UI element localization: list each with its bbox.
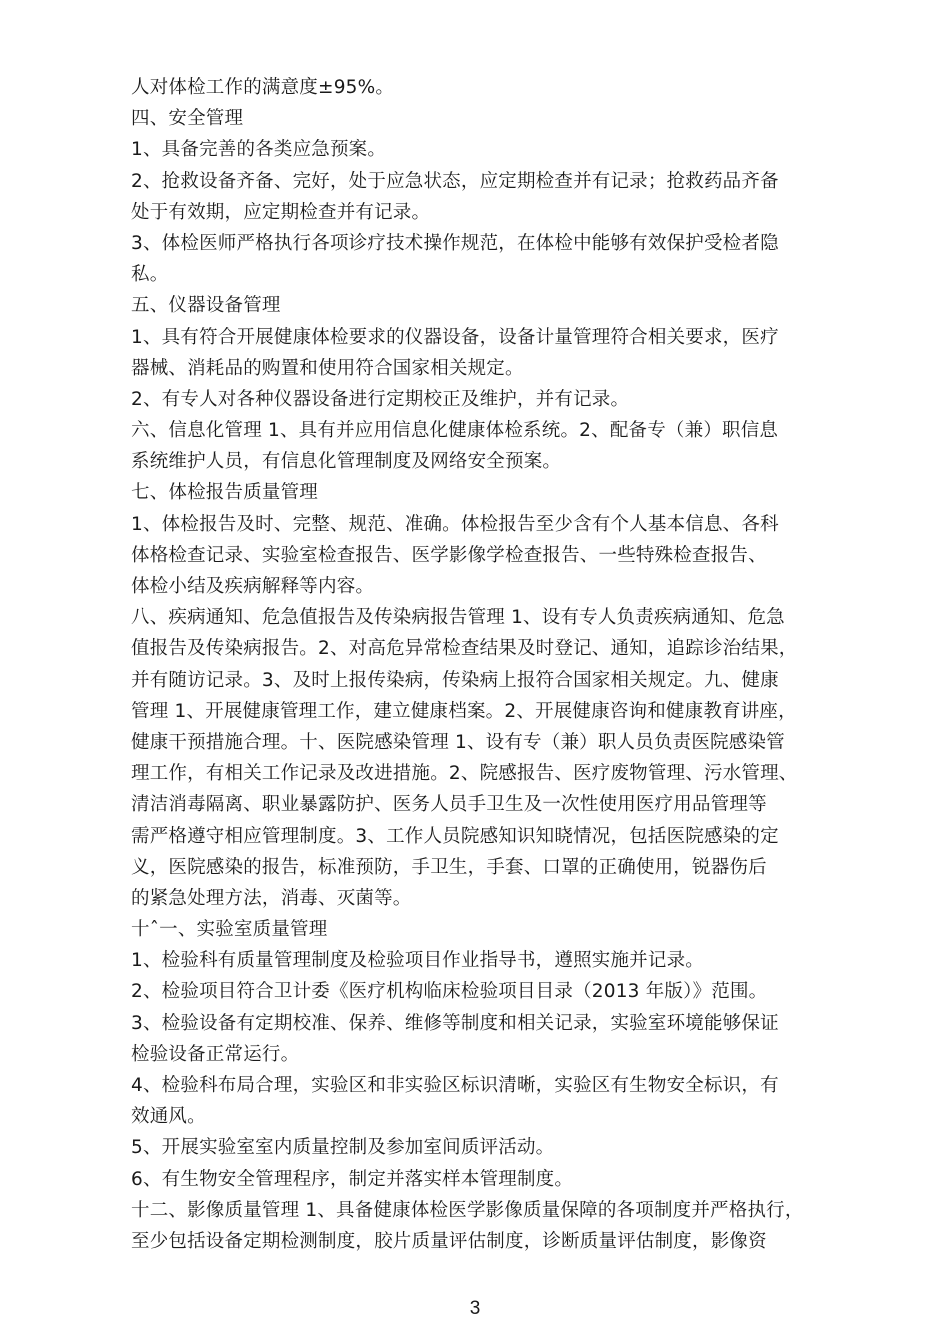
text-line: 1、体检报告及时、完整、规范、准确。体检报告至少含有个人基本信息、各科 [131, 513, 779, 535]
text-line: 2、抢救设备齐备、完好，处于应急状态，应定期检查并有记录；抢救药品齐备 [131, 170, 779, 192]
text-line: 系统维护人员，有信息化管理制度及网络安全预案。 [131, 451, 562, 473]
text-line: 3、检验设备有定期校准、保养、维修等制度和相关记录，实验室环境能够保证 [131, 1012, 779, 1034]
text-line: 检验设备正常运行。 [131, 1043, 300, 1065]
text-line: 并有随访记录。3、及时上报传染病，传染病上报符合国家相关规定。九、健康 [131, 669, 779, 691]
text-line: 至少包括设备定期检测制度，胶片质量评估制度，诊断质量评估制度，影像资 [131, 1230, 767, 1252]
text-line: 健康干预措施合理。十、医院感染管理 1、设有专（兼）职人员负责医院感染管 [131, 731, 785, 753]
text-line: 1、检验科有质量管理制度及检验项目作业指导书，遵照实施并记录。 [131, 950, 704, 972]
text-line: 需严格遵守相应管理制度。3、工作人员院感知识知晓情况，包括医院感染的定 [131, 825, 779, 847]
text-line: 十二、影像质量管理 1、具备健康体检医学影像质量保障的各项制度并严格执行， [131, 1199, 804, 1221]
text-line: 2、检验项目符合卫计委《医疗机构临床检验项目目录（2013 年版）》范围。 [131, 981, 768, 1003]
text-line: 五、仪器设备管理 [131, 295, 281, 317]
text-line: 七、体检报告质量管理 [131, 482, 319, 504]
text-line: 值报告及传染病报告。2、对高危异常检查结果及时登记、通知，追踪诊治结果， [131, 638, 798, 660]
text-line: 2、有专人对各种仪器设备进行定期校正及维护，并有记录。 [131, 388, 630, 410]
text-line: 义，医院感染的报告，标准预防，手卫生，手套、口罩的正确使用，锐器伤后 [131, 856, 767, 878]
text-line: 十ˆ一、实验室质量管理 [131, 919, 328, 941]
text-line: 六、信息化管理 1、具有并应用信息化健康体检系统。2、配备专（兼）职信息 [131, 420, 779, 442]
text-line: 1、具备完善的各类应急预案。 [131, 139, 387, 161]
text-line: 人对体检工作的满意度±95%。 [131, 77, 395, 98]
text-line: 理工作，有相关工作记录及改进措施。2、院感报告、医疗废物管理、污水管理、 [131, 763, 798, 785]
text-line: 1、具有符合开展健康体检要求的仪器设备，设备计量管理符合相关要求，医疗 [131, 326, 779, 348]
text-line: 3、体检医师严格执行各项诊疗技术操作规范，在体检中能够有效保护受检者隐 [131, 232, 779, 254]
text-line: 处于有效期，应定期检查并有记录。 [131, 201, 431, 223]
text-line: 管理 1、开展健康管理工作，建立健康档案。2、开展健康咨询和健康教育讲座， [131, 700, 797, 722]
text-line: 4、检验科布局合理，实验区和非实验区标识清晰，实验区有生物安全标识，有 [131, 1075, 779, 1096]
text-line: 八、疾病通知、危急值报告及传染病报告管理 1、设有专人负责疾病通知、危急 [131, 607, 785, 629]
text-line: 器械、消耗品的购置和使用符合国家相关规定。 [131, 357, 524, 379]
text-line: 的紧急处理方法，消毒、灭菌等。 [131, 887, 412, 909]
text-line: 5、开展实验室室内质量控制及参加室间质评活动。 [131, 1137, 555, 1159]
text-line: 四、安全管理 [131, 108, 244, 130]
text-line: 清洁消毒隔离、职业暴露防护、医务人员手卫生及一次性使用医疗用品管理等 [131, 794, 767, 816]
text-line: 私。 [131, 264, 169, 286]
page-number: 3 [469, 1298, 481, 1319]
text-line: 体检小结及疾病解释等内容。 [131, 576, 375, 597]
text-line: 体格检查记录、实验室检查报告、医学影像学检查报告、一些特殊检查报告、 [131, 544, 767, 566]
document-body [131, 72, 851, 1257]
text-line: 效通风。 [131, 1106, 206, 1128]
text-line: 6、有生物安全管理程序，制定并落实样本管理制度。 [131, 1168, 574, 1190]
